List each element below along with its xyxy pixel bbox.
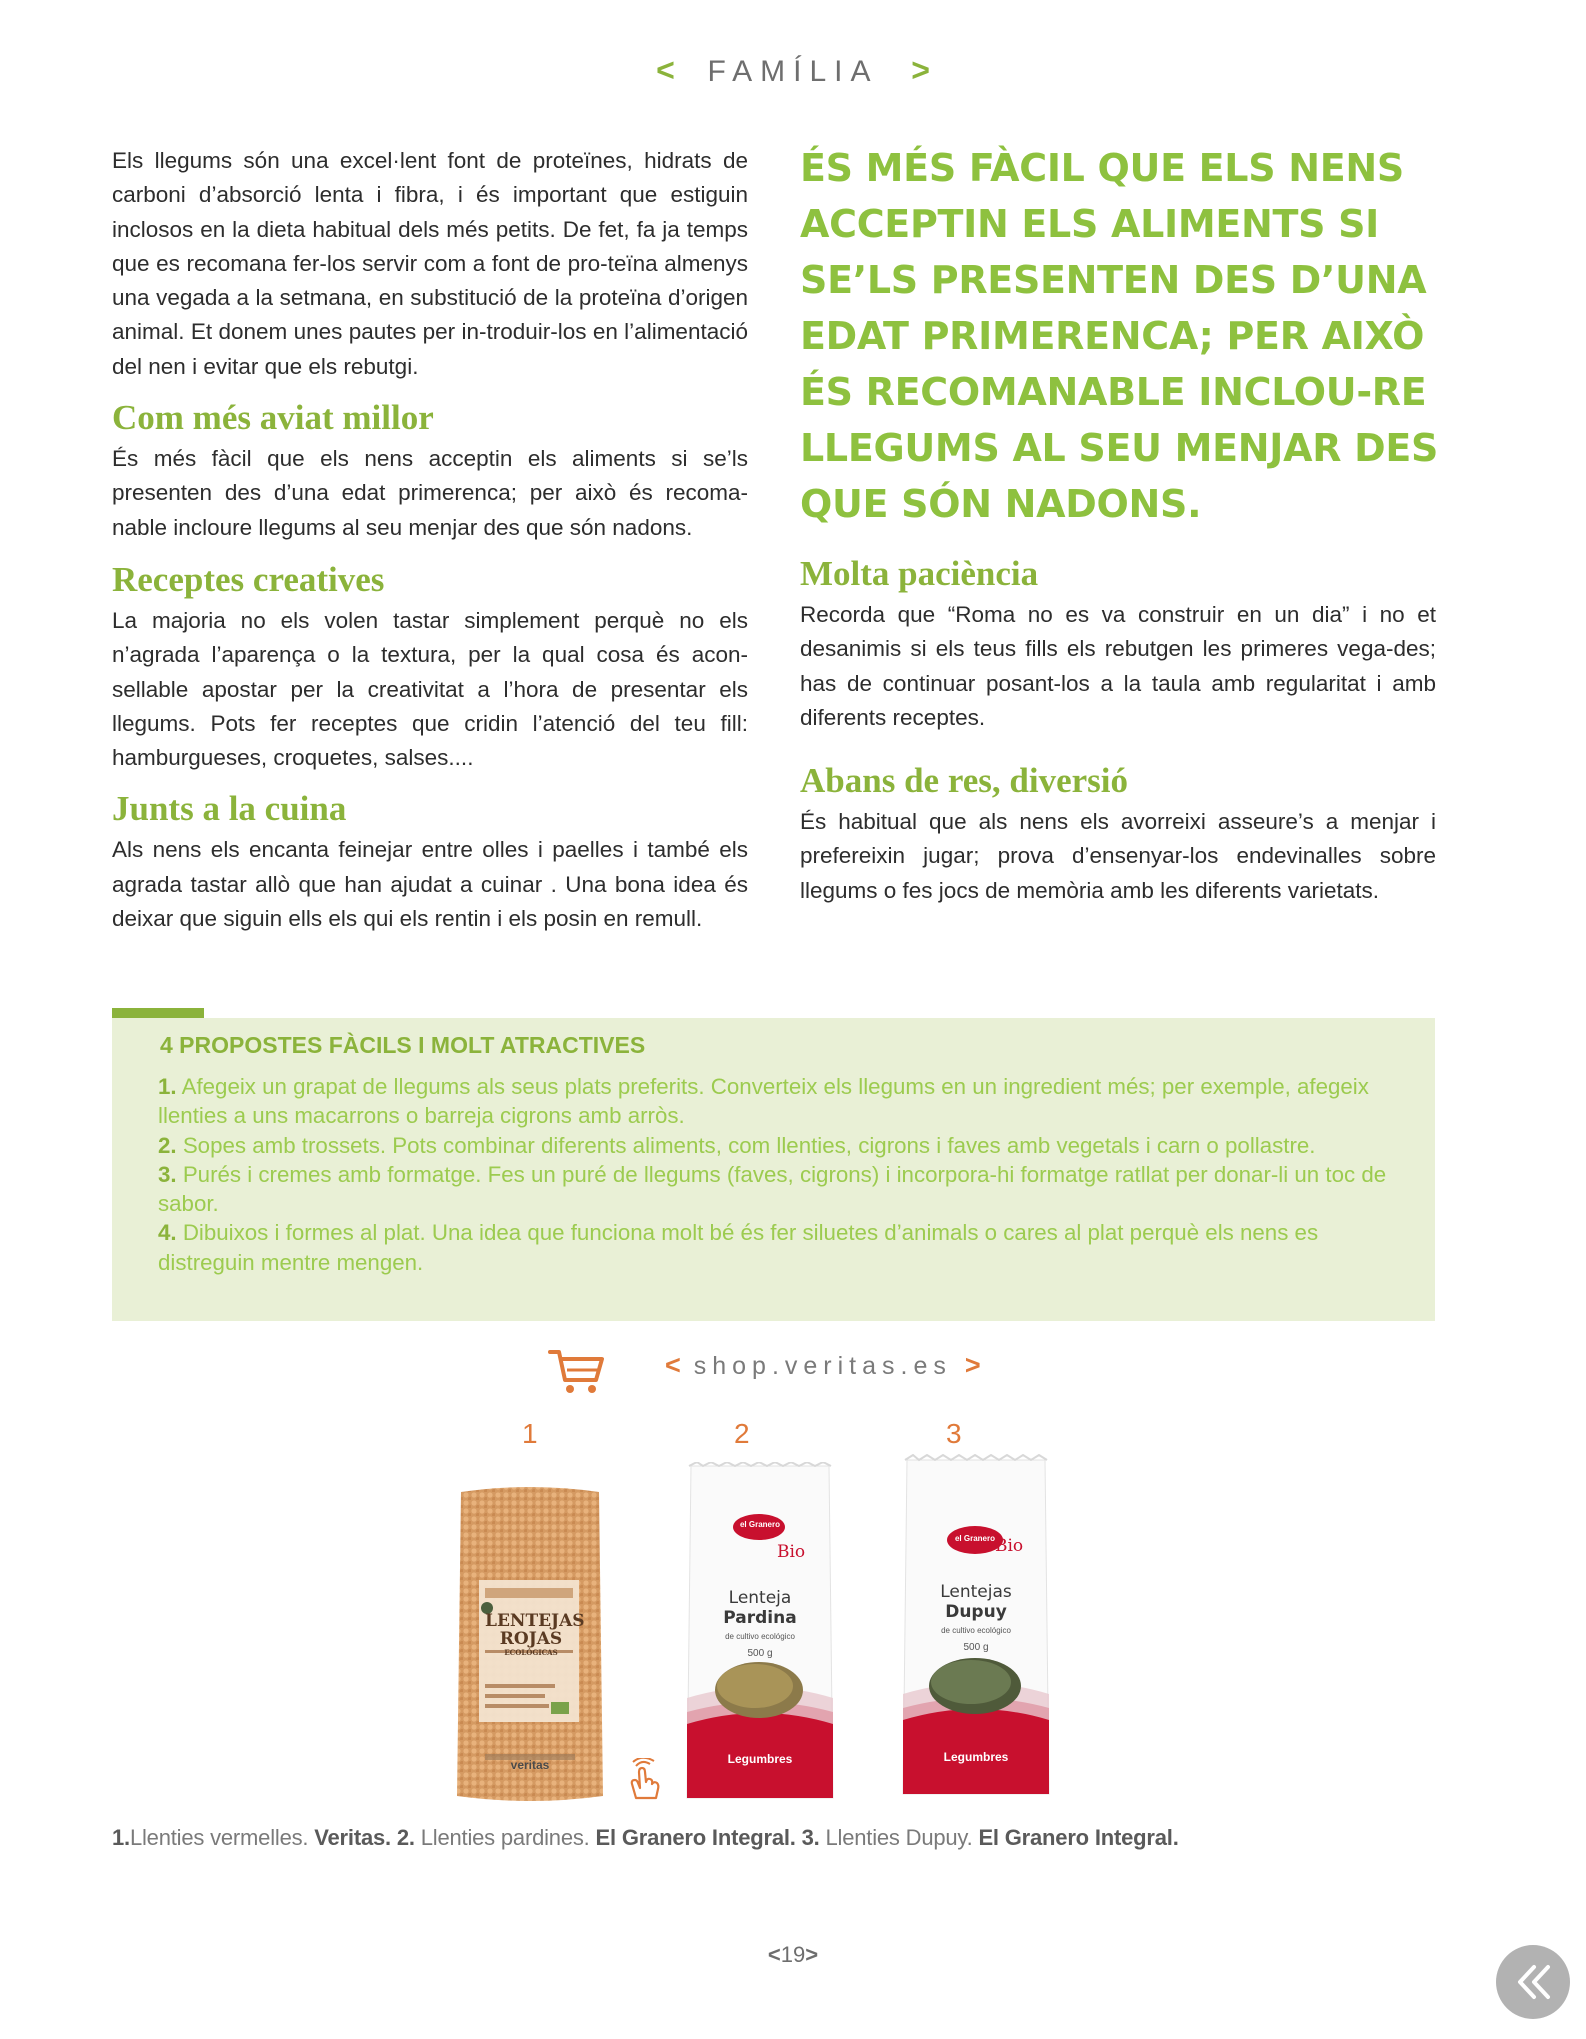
product-weight: 500 g [747,1648,773,1659]
section-text-paciencia: Recorda que “Roma no es va construir en un dia” i no et desanimis si els teus fills els rebutgen les primeres vega-des; has de continuar posant-los a la taula amb regularitat i amb diferents receptes. [800,602,1436,730]
proposal-item: 3. Purés i cremes amb formatge. Fes un puré de llegums (faves, cigrons) i incorpora-hi formatge ratllat per donar-li un toc de sabor. [158,1161,1387,1217]
section-header [0,52,1586,89]
product-sub: de cultivo ecológico [941,1626,1011,1635]
section-title-com-mes-aviat: Com més aviat millor [112,398,434,438]
proposals-list [158,1072,1408,1277]
section-text-receptes: La majoria no els volen tastar simplement perquè no els n’agrada l’aparença o la textura, per la qual cosa és acon-sellable apostar per la creativitat a l’hora de presentar els llegums. Pots fer receptes que cridin l’atenció del teu fill: hamburgueses, croquetes, salses.... [112,607,748,771]
product-footer: Legumbres [943,1750,1009,1764]
intro-paragraph: Els llegums són una excel·lent font de proteïnes, hidrats de carboni d’absorció lenta i fibra, i és important que estiguin inclosos en la dieta habitual dels més petits. De fet, fa ja temps que es recomana fer-los servir com a font de pro-teïna almenys una vegada a la setmana, en substitució de la proteïna d’origen animal. Et donem unes pautes per in-troduir-los en l’alimentació del nen i evitar que els rebutgi. [112,148,748,379]
product-number: 3 [946,1418,962,1449]
product-weight: 500 g [963,1642,989,1653]
product-number: 1 [522,1418,538,1449]
product-footer: Legumbres [727,1752,793,1766]
double-chevron-left-icon [1496,1945,1570,2019]
chevron-right-icon: > [964,1350,981,1380]
granero-logo: el Granero [739,1520,780,1529]
proposals-title: 4 PROPOSTES FÀCILS I MOLT ATRACTIVES [160,1032,646,1058]
package-label-lentejas: LENTEJAS ROJAS ECOLÓGICAS [485,1611,585,1657]
right-column [800,554,1436,908]
section-text-diversio: És habitual que als nens els avorreixi asseure’s a menjar i prefereixin jugar; prova d’ensenyar-los endevinalles sobre llegums o fes jocs de memòria amb les diferents varietats. [800,809,1436,903]
chevron-left-icon: < [656,52,675,88]
veritas-logo: veritas [510,1758,550,1772]
shop-link[interactable] [665,1350,981,1381]
section-title-diversio: Abans de res, diversió [800,761,1128,801]
granero-logo: el Granero [954,1534,995,1543]
tap-hand-icon[interactable] [624,1758,666,1804]
pull-quote: ÉS MÉS FÀCIL QUE ELS NENS ACCEPTIN ELS ALIMENTS SI SE’LS PRESENTEN DES D’UNA EDAT PRIMERENCA; PER AIXÒ ÉS RECOMANABLE INCLOU-RE LLEGUMS AL SEU MENJAR DES QUE SÓN NADONS. [800,146,1439,526]
section-title-receptes: Receptes creatives [112,559,385,599]
proposal-item: 4. Dibuixos i formes al plat. Una idea que funciona molt bé és fer siluetes d’animals o cares al plat perquè els nens es distreguin mentre mengen. [158,1220,1319,1275]
chevron-right-icon: > [911,52,930,88]
proposal-item: 2. Sopes amb trossets. Pots combinar diferents aliments, com llenties, cigrons i faves amb vegetals i carn o pollastre. [158,1132,1316,1158]
products-caption: 1.Llenties vermelles. Veritas. 2. Llenties pardines. El Granero Integral. 3. Llenties Dupuy. El Granero Integral. [112,1825,1179,1850]
left-column [112,144,748,936]
product-name: Lentejas Dupuy [940,1582,1012,1622]
bio-label: Bio [995,1536,1024,1556]
chevron-left-icon: < [665,1350,681,1380]
product-image-lentejas-dupuy[interactable] [899,1454,1053,1798]
product-image-lentejas-rojas[interactable] [455,1484,605,1804]
section-text-junts: Als nens els encanta feinejar entre olles i paelles i també els agrada tastar allò que han ajudat a cuinar . Una bona idea és deixar que siguin ells els qui els rentin i els posin en remull. [112,837,748,932]
section-title: FAMÍLIA [707,55,879,88]
product-image-lenteja-pardina[interactable] [683,1462,837,1802]
bio-label: Bio [777,1542,806,1562]
section-title-junts: Junts a la cuina [112,789,347,829]
shop-url[interactable]: shop.veritas.es [693,1352,952,1380]
product-number: 2 [734,1418,750,1449]
page-number: <19> [767,1942,819,1967]
back-nav-button[interactable] [1496,1945,1570,2019]
proposal-item: 1. Afegeix un grapat de llegums als seus plats preferits. Converteix els llegums en un ingredient més; per exemple, afegeix llenties a uns macarrons o barreja cigrons amb arròs. [158,1074,1369,1129]
product-sub: de cultivo ecológico [725,1632,795,1641]
product-name: Lenteja Pardina [723,1588,797,1628]
section-title-paciencia: Molta paciència [800,554,1039,593]
cart-icon[interactable] [548,1346,606,1396]
box-accent-bar [112,1008,204,1018]
section-text-com-mes-aviat: És més fàcil que els nens acceptin els aliments si se’ls presenten des d’una edat primerenca; per això és recoma-nable incloure llegums al seu menjar des que són nadons. [112,446,748,540]
